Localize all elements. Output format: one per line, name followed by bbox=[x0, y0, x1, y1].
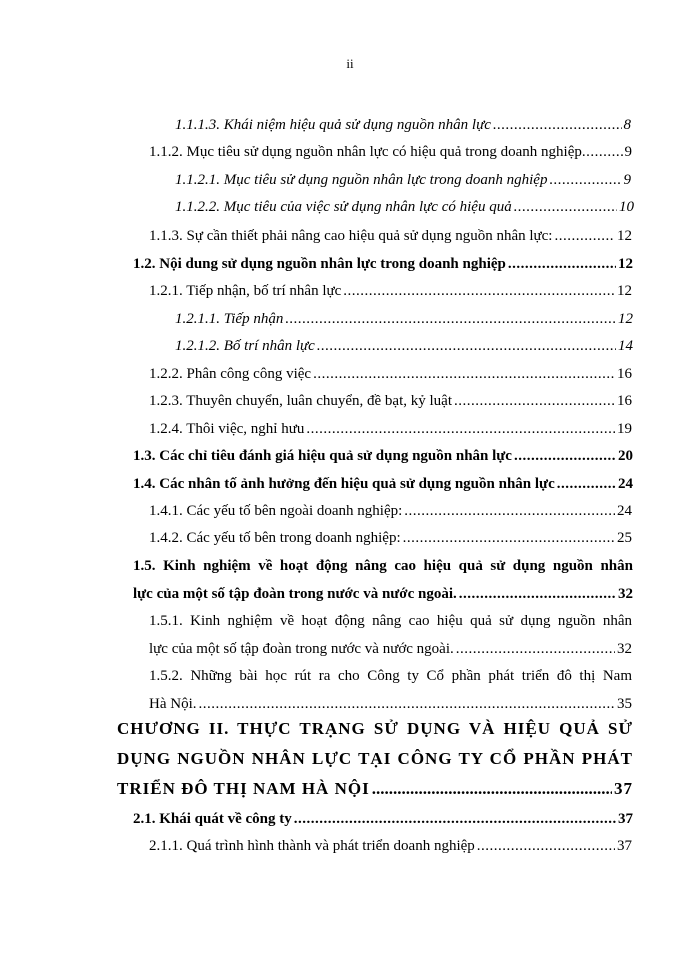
chapter-2-heading-line2[interactable]: DỤNG NGUỒN NHÂN LỰC TẠI CÔNG TY CỔ PHẦN PHÁT bbox=[117, 749, 633, 768]
toc-leader-dots bbox=[285, 310, 616, 328]
toc-entry-title: Hà Nội. bbox=[149, 696, 197, 712]
toc-leader-dots bbox=[549, 171, 621, 189]
toc-entry-1-1-3[interactable] bbox=[149, 227, 632, 245]
toc-entry-title: lực của một số tập đoàn trong nước và nước ngoài. bbox=[133, 586, 457, 602]
toc-entry-title: 1.2.2. Phân công công việc bbox=[149, 366, 312, 382]
toc-entry-page: 35 bbox=[617, 696, 632, 712]
toc-entry-title: 1.1.3. Sự cần thiết phải nâng cao hiệu quả sử dụng nguồn nhân lực: bbox=[149, 228, 553, 244]
toc-entry-title: 1.1.1.3. Khái niệm hiệu quả sử dụng nguồn nhân lực bbox=[175, 117, 491, 133]
toc-entry-page: 12 bbox=[618, 256, 633, 272]
toc-entry-title: 1.1.2. Mục tiêu sử dụng nguồn nhân lực có hiệu quả trong doanh nghiệp bbox=[149, 144, 582, 160]
page-number: ii bbox=[346, 56, 354, 71]
toc-entry-1-2-1-2[interactable] bbox=[175, 337, 633, 355]
toc-leader-dots bbox=[454, 392, 615, 410]
toc-entry-title: 1.2.1.2. Bố trí nhân lực bbox=[175, 338, 315, 354]
toc-leader-dots bbox=[582, 143, 625, 161]
toc-leader-dots bbox=[199, 695, 616, 713]
toc-entry-title: 1.1.2.1. Mục tiêu sử dụng nguồn nhân lực trong doanh nghiệp bbox=[175, 172, 548, 188]
toc-entry-1-5-line2[interactable] bbox=[133, 585, 633, 603]
toc-entry-2-1-1[interactable] bbox=[149, 837, 632, 855]
toc-entry-1-5-1-line1[interactable]: 1.5.1. Kinh nghiệm về hoạt động nâng cao hiệu quả sử dụng nguồn nhân bbox=[149, 613, 632, 629]
toc-leader-dots bbox=[459, 585, 616, 603]
toc-leader-dots bbox=[508, 255, 616, 273]
toc-entry-1-2-3[interactable] bbox=[149, 392, 632, 410]
toc-entry-1-2-2[interactable] bbox=[149, 365, 632, 383]
toc-leader-dots bbox=[493, 116, 622, 134]
toc-entry-title: TRIỂN ĐÔ THỊ NAM HÀ NỘI bbox=[117, 779, 370, 798]
toc-entry-1-5-2-line2[interactable] bbox=[149, 695, 632, 713]
toc-entry-1-1-2-2[interactable] bbox=[175, 198, 634, 216]
toc-leader-dots bbox=[554, 227, 615, 245]
toc-entry-1-5-1-line2[interactable] bbox=[149, 640, 632, 658]
toc-entry-title: 1.4.1. Các yếu tố bên ngoài doanh nghiệp: bbox=[149, 503, 403, 519]
toc-entry-page: 32 bbox=[617, 641, 632, 657]
toc-leader-dots bbox=[343, 282, 615, 300]
toc-entry-1-1-2[interactable] bbox=[149, 143, 632, 161]
toc-entry-title: 1.3. Các chỉ tiêu đánh giá hiệu quả sử dụng nguồn nhân lực bbox=[133, 448, 512, 464]
toc-entry-page: 14 bbox=[618, 338, 633, 354]
toc-entry-2-1[interactable] bbox=[133, 810, 633, 828]
toc-leader-dots bbox=[557, 475, 616, 493]
toc-entry-page: 9 bbox=[624, 144, 632, 160]
toc-entry-page: 12 bbox=[618, 311, 633, 327]
toc-leader-dots bbox=[306, 420, 615, 438]
toc-entry-title: 1.2.1. Tiếp nhận, bố trí nhân lực bbox=[149, 283, 342, 299]
chapter-2-heading-line1[interactable]: CHƯƠNG II. THỰC TRẠNG SỬ DỤNG VÀ HIỆU QUẢ SỬ bbox=[117, 719, 633, 738]
toc-entry-title: 1.2.4. Thôi việc, nghỉ hưu bbox=[149, 421, 305, 437]
toc-entry-page: 9 bbox=[623, 172, 631, 188]
toc-leader-dots bbox=[477, 837, 615, 855]
toc-entry-title: 2.1.1. Quá trình hình thành và phát triển doanh nghiệp bbox=[149, 838, 475, 854]
toc-entry-1-5-2-line1[interactable]: 1.5.2. Những bài học rút ra cho Công ty Cổ phần phát triển đô thị Nam bbox=[149, 668, 632, 684]
toc-entry-1-2-1-1[interactable] bbox=[175, 310, 633, 328]
toc-entry-page: 16 bbox=[617, 393, 632, 409]
toc-leader-dots bbox=[514, 447, 616, 465]
toc-entry-page: 25 bbox=[617, 530, 632, 546]
toc-leader-dots bbox=[372, 779, 612, 799]
toc-leader-dots bbox=[514, 198, 617, 216]
toc-entry-1-1-2-1[interactable] bbox=[175, 171, 631, 189]
toc-leader-dots bbox=[294, 810, 616, 828]
toc-entry-1-1-1-3[interactable] bbox=[175, 116, 631, 134]
toc-entry-page: 12 bbox=[617, 228, 632, 244]
toc-entry-page: 24 bbox=[617, 503, 632, 519]
toc-entry-title: 1.2.1.1. Tiếp nhận bbox=[175, 311, 284, 327]
toc-entry-1-2-1[interactable] bbox=[149, 282, 632, 300]
toc-entry-1-4[interactable] bbox=[133, 475, 633, 493]
toc-entry-page: 37 bbox=[614, 779, 633, 798]
toc-entry-title: 1.4. Các nhân tố ảnh hưởng đến hiệu quả sử dụng nguồn nhân lực bbox=[133, 476, 555, 492]
toc-entry-page: 20 bbox=[618, 448, 633, 464]
toc-entry-title: 1.2. Nội dung sử dụng nguồn nhân lực trong doanh nghiệp bbox=[133, 256, 506, 272]
toc-entry-page: 19 bbox=[617, 421, 632, 437]
toc-entry-page: 24 bbox=[618, 476, 633, 492]
chapter-2-heading-line3[interactable] bbox=[117, 779, 633, 799]
toc-leader-dots bbox=[404, 502, 615, 520]
toc-entry-1-2[interactable] bbox=[133, 255, 633, 273]
toc-entry-page: 32 bbox=[618, 586, 633, 602]
toc-entry-page: 16 bbox=[617, 366, 632, 382]
toc-entry-1-4-2[interactable] bbox=[149, 529, 632, 547]
toc-entry-page: 37 bbox=[617, 838, 632, 854]
toc-leader-dots bbox=[313, 365, 615, 383]
toc-entry-1-5-line1[interactable]: 1.5. Kinh nghiệm về hoạt động nâng cao hiệu quả sử dụng nguồn nhân bbox=[133, 558, 633, 574]
toc-entry-page: 8 bbox=[623, 117, 631, 133]
toc-leader-dots bbox=[317, 337, 616, 355]
toc-entry-title: 1.1.2.2. Mục tiêu của việc sử dụng nhân lực có hiệu quả bbox=[175, 199, 512, 215]
toc-entry-1-3[interactable] bbox=[133, 447, 633, 465]
toc-leader-dots bbox=[403, 529, 615, 547]
toc-entry-title: 1.4.2. Các yếu tố bên trong doanh nghiệp: bbox=[149, 530, 401, 546]
toc-leader-dots bbox=[456, 640, 615, 658]
toc-entry-title: 2.1. Khái quát về công ty bbox=[133, 811, 292, 827]
toc-entry-title: lực của một số tập đoàn trong nước và nước ngoài. bbox=[149, 641, 454, 657]
toc-entry-1-2-4[interactable] bbox=[149, 420, 632, 438]
toc-entry-page: 10 bbox=[619, 199, 634, 215]
toc-entry-page: 37 bbox=[618, 811, 633, 827]
toc-entry-1-4-1[interactable] bbox=[149, 502, 632, 520]
toc-entry-page: 12 bbox=[617, 283, 632, 299]
toc-entry-title: 1.2.3. Thuyên chuyển, luân chuyển, đề bạt, kỷ luật bbox=[149, 393, 452, 409]
